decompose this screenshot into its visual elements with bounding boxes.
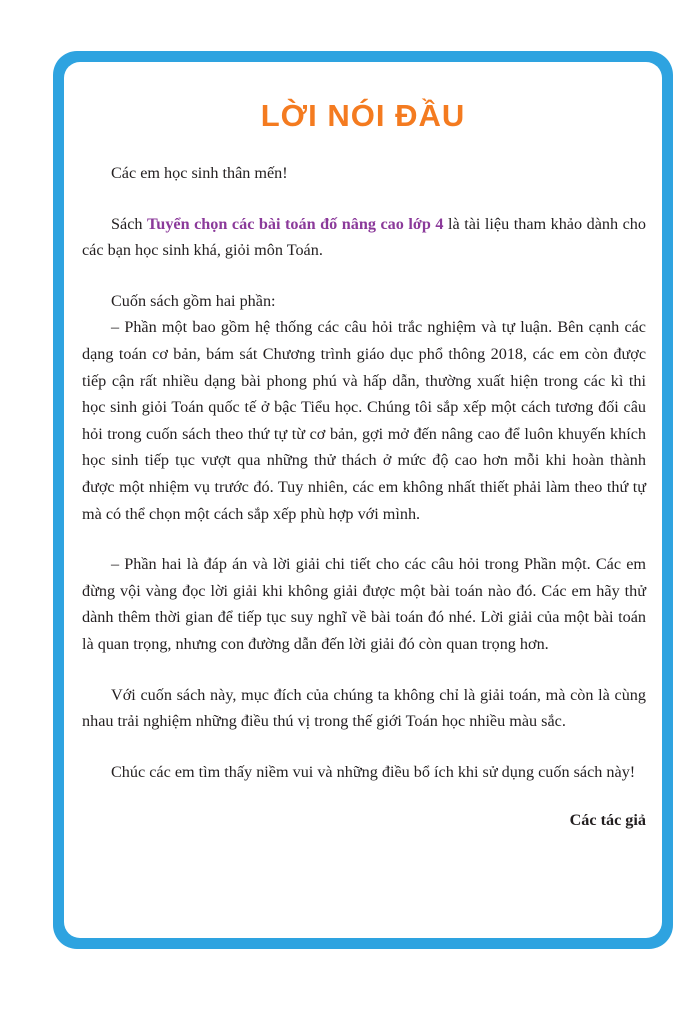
page-title: LỜI NÓI ĐẦU	[260, 98, 466, 133]
preface-body	[82, 160, 646, 834]
page-sheet	[64, 62, 662, 938]
parts-heading: Cuốn sách gồm hai phần:	[111, 291, 276, 310]
part-one-paragraph: – Phần một bao gồm hệ thống các câu hỏi trắc nghiệm và tự luận. Bên cạnh các dạng toán cơ bản, bám sát Chương trình giáo dục phổ thông 2018, các em còn được tiếp cận rất nhiều dạng bài phong phú và hấp dẫn, thường xuất hiện trong các kì thi học sinh giỏi Toán quốc tế ở bậc Tiểu học. Chúng tôi sắp xếp một cách tương đối câu hỏi trong cuốn sách theo thứ tự từ cơ bản, gợi mở đến nâng cao để luôn khuyến khích học sinh tiếp tục vượt qua những thử thách ở mức độ cao hơn mỗi khi hoàn thành được một nhiệm vụ trước đó. Tuy nhiên, các em không nhất thiết phải làm theo thứ tự mà có thể chọn một cách sắp xếp phù hợp với mình.	[82, 318, 646, 523]
purpose-paragraph: Với cuốn sách này, mục đích của chúng ta không chỉ là giải toán, mà còn là cùng nhau trải nghiệm những điều thú vị trong thế giới Toán học nhiều màu sắc.	[82, 685, 646, 731]
page-frame	[53, 51, 673, 949]
greeting: Các em học sinh thân mến!	[111, 164, 288, 182]
intro-paragraph	[82, 211, 646, 264]
intro-suffix: là tài liệu tham khảo dành cho các bạn học sinh khá, giỏi môn Toán.	[82, 214, 646, 260]
book-title: Tuyển chọn các bài toán đố nâng cao lớp 4	[147, 214, 444, 233]
signature: Các tác giả	[569, 811, 646, 830]
wish-paragraph: Chúc các em tìm thấy niềm vui và những điều bổ ích khi sử dụng cuốn sách này!	[111, 762, 636, 781]
intro-prefix: Sách	[111, 214, 147, 233]
part-two-paragraph: – Phần hai là đáp án và lời giải chi tiết cho các câu hỏi trong Phần một. Các em đừng vội vàng đọc lời giải khi không giải được một bài toán nào đó. Các em hãy thử dành thêm thời gian để tiếp tục suy nghĩ về bài toán đó nhé. Lời giải của một bài toán là quan trọng, nhưng con đường dẫn đến lời giải đó còn quan trọng hơn.	[82, 555, 646, 653]
